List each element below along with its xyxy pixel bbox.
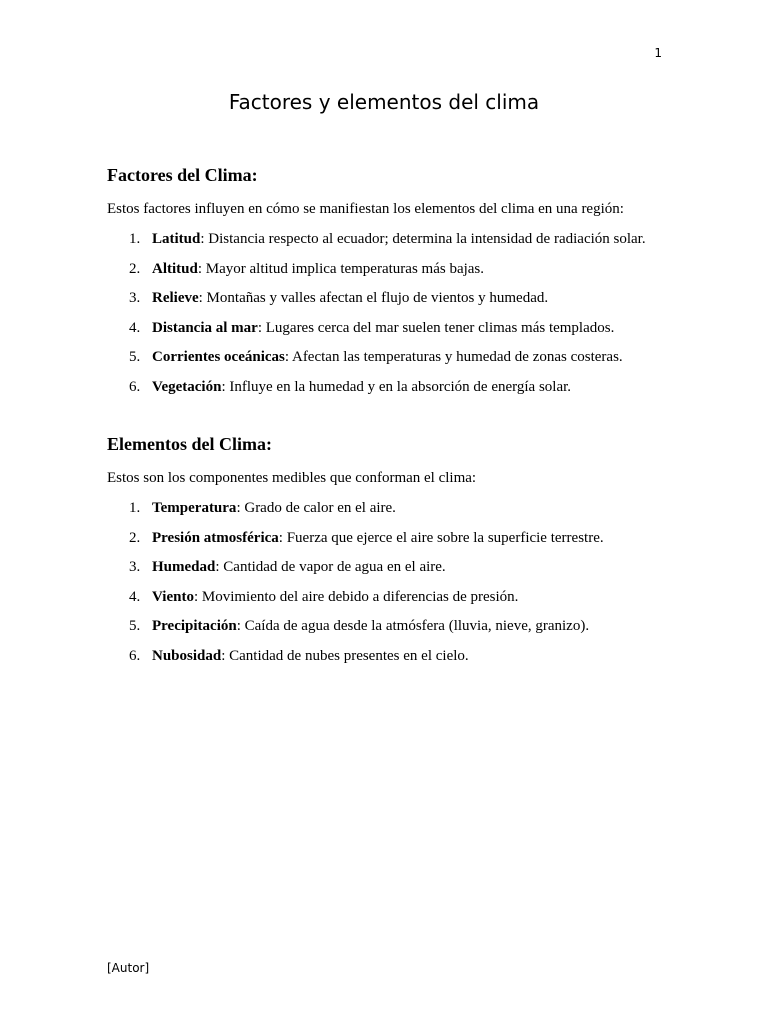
list-item-number: 1. — [129, 500, 141, 516]
section-intro-factores: Estos factores influyen en cómo se manifiestan los elementos del clima en una región: — [107, 201, 624, 217]
list-item-number: 3. — [129, 559, 141, 575]
list-item — [107, 228, 677, 250]
list-item-number: 6. — [129, 378, 141, 395]
list-item-term: Humedad — [152, 559, 216, 575]
list-item — [107, 556, 677, 578]
section-heading-elementos: Elementos del Clima: — [107, 434, 272, 454]
list-elementos — [107, 497, 677, 667]
list-item-description: : Afectan las temperaturas y humedad de zonas costeras. — [284, 349, 623, 365]
list-item-description: : Montañas y valles afectan el flujo de vientos y humedad. — [198, 290, 549, 306]
list-item-term: Nubosidad — [152, 647, 222, 664]
footer-author: [Autor] — [107, 961, 150, 975]
list-item-description: : Distancia respecto al ecuador; determina la intensidad de radiación solar. — [200, 231, 646, 247]
list-item — [107, 317, 677, 339]
list-item — [107, 258, 677, 280]
list-item-term: Latitud — [152, 231, 201, 247]
list-item-description: : Influye en la humedad y en la absorción de energía solar. — [221, 378, 572, 395]
list-item — [107, 645, 677, 667]
list-item-description: : Lugares cerca del mar suelen tener climas más templados. — [257, 319, 615, 336]
document-title: Factores y elementos del clima — [228, 90, 540, 114]
list-item-number: 3. — [129, 290, 141, 306]
list-item-description: : Fuerza que ejerce el aire sobre la superficie terrestre. — [278, 529, 604, 546]
list-factores — [107, 228, 677, 398]
list-item-number: 5. — [129, 618, 141, 634]
list-item — [107, 346, 677, 368]
list-item — [107, 586, 677, 608]
list-item-term: Corrientes oceánicas — [152, 349, 285, 365]
list-item-description: : Mayor altitud implica temperaturas más bajas. — [197, 260, 485, 277]
list-item-term: Precipitación — [152, 618, 237, 634]
list-item-term: Altitud — [152, 260, 198, 277]
list-item-description: : Cantidad de vapor de agua en el aire. — [215, 559, 446, 575]
list-item — [107, 376, 677, 398]
list-item-number: 6. — [129, 647, 141, 664]
section-intro-elementos: Estos son los componentes medibles que conforman el clima: — [107, 470, 477, 486]
list-item — [107, 615, 677, 637]
list-item — [107, 527, 677, 549]
list-item-term: Vegetación — [152, 378, 222, 395]
list-item-term: Distancia al mar — [152, 319, 258, 336]
list-item-description: : Cantidad de nubes presentes en el cielo. — [221, 647, 469, 664]
section-elementos — [107, 433, 677, 674]
list-item-number: 4. — [129, 588, 141, 605]
list-item-number: 2. — [129, 529, 141, 546]
list-item-term: Presión atmosférica — [152, 529, 279, 546]
list-item-number: 5. — [129, 349, 141, 365]
list-item-term: Temperatura — [152, 500, 237, 516]
list-item-number: 4. — [129, 319, 141, 336]
section-factores — [107, 164, 677, 405]
list-item — [107, 497, 677, 519]
page-number: 1 — [654, 46, 662, 60]
list-item-description: : Movimiento del aire debido a diferencias de presión. — [193, 588, 519, 605]
list-item-description: : Caída de agua desde la atmósfera (lluvia, nieve, granizo). — [236, 618, 590, 634]
list-item-term: Viento — [152, 588, 194, 605]
list-item-term: Relieve — [152, 290, 199, 306]
section-heading-factores: Factores del Clima: — [107, 165, 258, 185]
list-item-number: 2. — [129, 260, 141, 277]
list-item-number: 1. — [129, 231, 141, 247]
list-item-description: : Grado de calor en el aire. — [236, 500, 396, 516]
list-item — [107, 287, 677, 309]
